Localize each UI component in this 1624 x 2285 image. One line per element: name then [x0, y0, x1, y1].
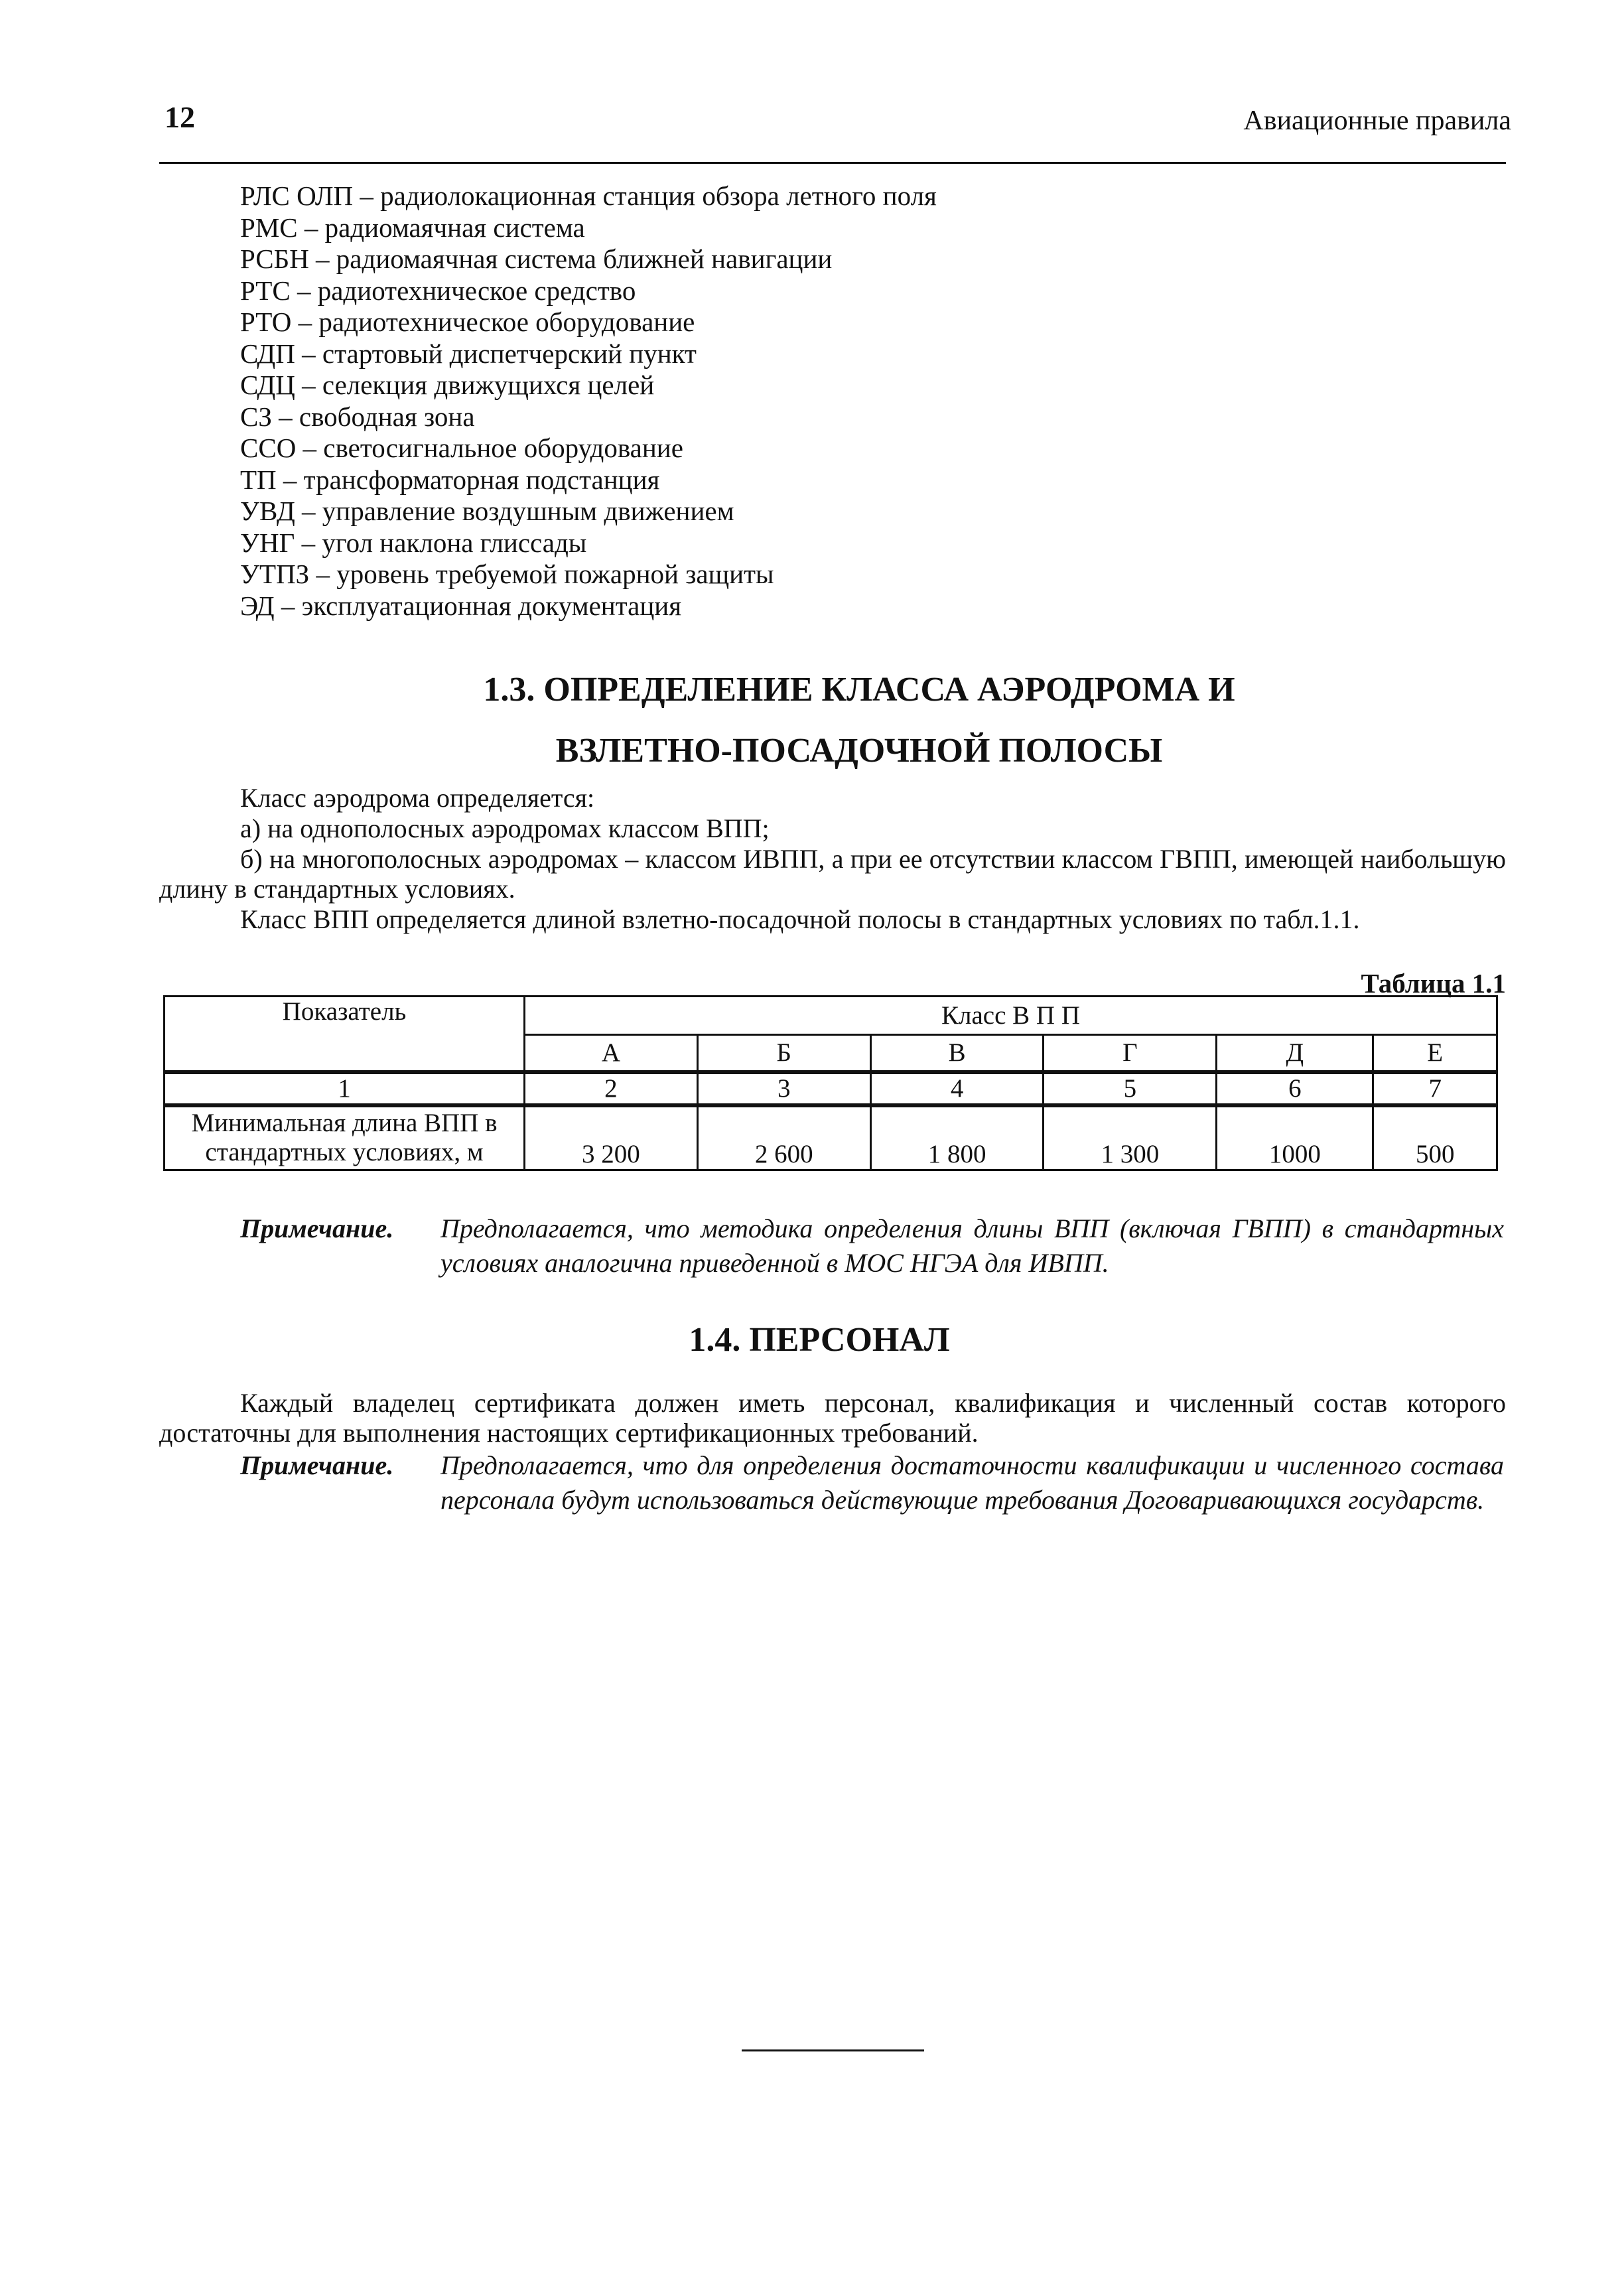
running-title: Авиационные правила [1243, 105, 1511, 136]
abbreviation-item: РТО – радиотехническое оборудование [240, 307, 695, 337]
class-cell: Е [1373, 1035, 1497, 1072]
section-1-3-paragraph: б) на многополосных аэродромах – классом ИВПП, а при ее отсутствии классом ГВПП, имеющей наибольшую длину в стандартных условиях. [159, 844, 1506, 904]
row-label-line2: стандартных условиях, м [205, 1138, 484, 1167]
value-cell: 1000 [1217, 1105, 1373, 1170]
column-number: 6 [1217, 1072, 1373, 1105]
section-1-4-title: 1.4. ПЕРСОНАЛ [689, 1321, 950, 1359]
abbreviation-list [240, 180, 937, 622]
note-text: Предполагается, что методика определения длины ВПП (включая ГВПП) в стандартных условиях аналогична приведенной в МОС НГЭА для ИВПП. [440, 1213, 1504, 1278]
note-block [240, 1448, 1504, 1517]
page-number: 12 [165, 100, 195, 134]
column-number: 4 [870, 1072, 1044, 1105]
abbreviation-item: РТС – радиотехническое средство [240, 275, 636, 306]
section-1-3-title-line2: ВЗЛЕТНО-ПОСАДОЧНОЙ ПОЛОСЫ [555, 732, 1163, 770]
section-1-3-title-line1: 1.3. ОПРЕДЕЛЕНИЕ КЛАССА АЭРОДРОМА И [483, 671, 1235, 709]
abbreviation-item: УВД – управление воздушным движением [240, 496, 734, 526]
note-label: Примечание. [240, 1450, 394, 1480]
table-caption: Таблица 1.1 [1361, 968, 1506, 999]
note-text: Предполагается, что для определения достаточности квалификации и численного состава персонала будут использоваться действующие требования Договаривающихся государств. [440, 1450, 1504, 1515]
abbreviation-item: УНГ – угол наклона глиссады [240, 527, 587, 558]
class-header: Класс В П П [525, 997, 1497, 1035]
section-1-4-paragraph: Каждый владелец сертификата должен иметь персонал, квалификация и численный состав которого достаточны для выполнения настоящих сертификационных требований. [159, 1388, 1506, 1448]
abbreviation-item: ТП – трансформаторная подстанция [240, 464, 660, 495]
section-1-3-paragraph: Класс ВПП определяется длиной взлетно-посадочной полосы в стандартных условиях по табл.1.1. [240, 904, 1360, 934]
value-cell: 1 300 [1044, 1105, 1217, 1170]
class-cell: А [525, 1035, 698, 1072]
section-1-3-paragraph: а) на однополосных аэродромах классом ВПП; [240, 813, 770, 843]
column-number: 5 [1044, 1072, 1217, 1105]
note-block [240, 1212, 1504, 1281]
note-label: Примечание. [240, 1213, 394, 1243]
abbreviation-item: РМС – радиомаячная система [240, 212, 585, 243]
row-label-line1: Минимальная длина ВПП в [191, 1109, 498, 1138]
value-cell: 2 600 [697, 1105, 870, 1170]
abbreviation-item: СДЦ – селекция движущихся целей [240, 370, 655, 400]
column-number: 2 [525, 1072, 698, 1105]
abbreviation-item: УТПЗ – уровень требуемой пожарной защиты [240, 559, 774, 589]
row-label [165, 1105, 525, 1170]
class-cell: В [870, 1035, 1044, 1072]
abbreviation-item: РЛС ОЛП – радиолокационная станция обзора летного поля [240, 180, 937, 211]
abbreviation-item: СЗ – свободная зона [240, 401, 475, 432]
abbreviation-item: СДП – стартовый диспетчерский пункт [240, 338, 697, 369]
class-cell: Д [1217, 1035, 1373, 1072]
class-cell: Б [697, 1035, 870, 1072]
column-number: 7 [1373, 1072, 1497, 1105]
end-rule [742, 2049, 924, 2051]
runway-class-table [163, 995, 1498, 1171]
column-number: 1 [165, 1072, 525, 1105]
abbreviation-item: ССО – светосигнальное оборудование [240, 433, 683, 463]
value-cell: 500 [1373, 1105, 1497, 1170]
header-rule [159, 162, 1506, 164]
abbreviation-item: РСБН – радиомаячная система ближней навигации [240, 243, 833, 274]
column-number: 3 [697, 1072, 870, 1105]
section-1-3-paragraph: Класс аэродрома определяется: [240, 783, 595, 813]
abbreviation-item: ЭД – эксплуатационная документация [240, 590, 682, 621]
value-cell: 3 200 [525, 1105, 698, 1170]
class-cell: Г [1044, 1035, 1217, 1072]
indicator-header: Показатель [165, 997, 525, 1072]
value-cell: 1 800 [870, 1105, 1044, 1170]
